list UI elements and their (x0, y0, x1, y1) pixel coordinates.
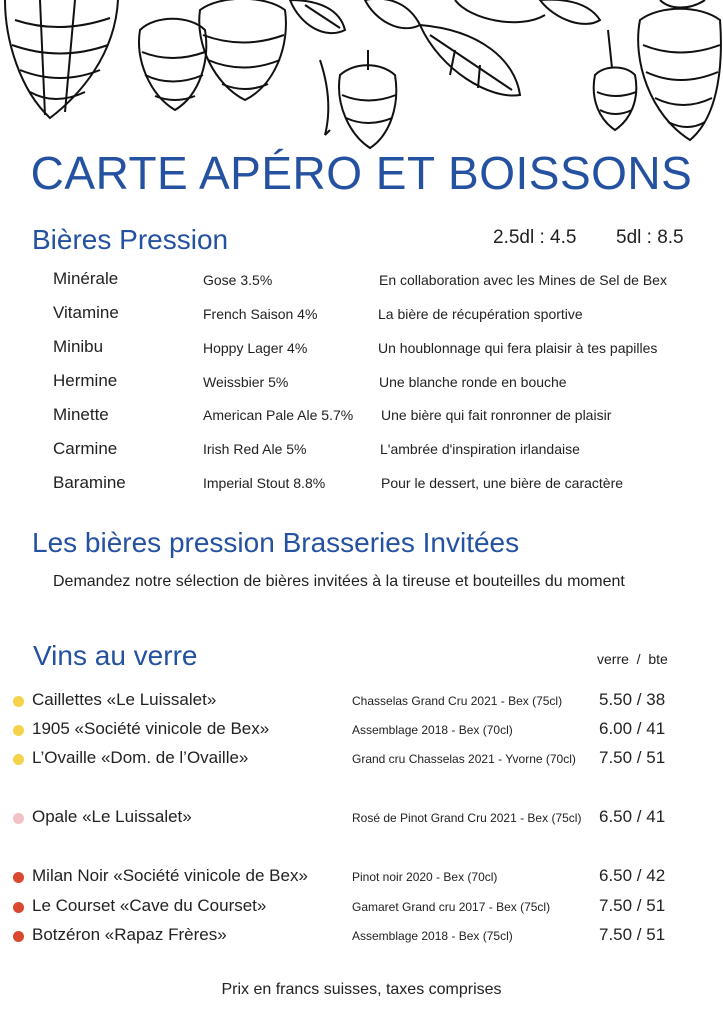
red-wine-dot (13, 931, 24, 942)
wine-name: Caillettes «Le Luissalet» (32, 690, 217, 709)
beer-style: French Saison 4% (203, 306, 318, 322)
page-title: CARTE APÉRO ET BOISSONS (30, 147, 693, 199)
wine-price: 7.50 / 51 (599, 925, 666, 944)
wine-name: L’Ovaille «Dom. de l’Ovaille» (32, 748, 249, 767)
beer-name: Minette (53, 405, 109, 424)
beer-price-small: 2.5dl : 4.5 (493, 227, 577, 248)
wine-price: 6.50 / 42 (599, 866, 666, 885)
beer-description: La bière de récupération sportive (378, 306, 583, 322)
wine-price: 7.50 / 51 (599, 748, 666, 767)
red-wine-dot (13, 902, 24, 913)
beer-description: Une blanche ronde en bouche (379, 374, 567, 390)
wine-name: Opale «Le Luissalet» (32, 807, 192, 826)
beer-description: Pour le dessert, une bière de caractère (381, 475, 624, 491)
wine-description: Gamaret Grand cru 2017 - Bex (75cl) (352, 900, 551, 914)
hops-illustration (0, 0, 723, 150)
beer-price-large: 5dl : 8.5 (616, 227, 684, 248)
beer-name: Carmine (53, 439, 118, 458)
wine-price: 6.00 / 41 (599, 719, 666, 738)
beer-style: American Pale Ale 5.7% (203, 407, 354, 423)
wine-description: Assemblage 2018 - Bex (75cl) (352, 929, 513, 943)
beer-style: Weissbier 5% (203, 374, 289, 390)
wine-description: Pinot noir 2020 - Bex (70cl) (352, 870, 498, 884)
guest-beers-text: Demandez notre sélection de bières invitées à la tireuse et bouteilles du moment (53, 573, 625, 590)
beer-name: Vitamine (53, 303, 119, 322)
beer-description: Une bière qui fait ronronner de plaisir (381, 407, 612, 423)
beer-name: Minibu (53, 337, 104, 356)
wine-name: 1905 «Société vinicole de Bex» (32, 719, 270, 738)
wine-name: Le Courset «Cave du Courset» (32, 896, 267, 915)
beer-name: Hermine (53, 371, 118, 390)
wines-heading: Vins au verre (33, 640, 198, 671)
wine-description: Assemblage 2018 - Bex (70cl) (352, 723, 513, 737)
beer-description: L'ambrée d'inspiration irlandaise (380, 441, 580, 457)
wine-price-header: verre / bte (597, 651, 668, 667)
wine-name: Milan Noir «Société vinicole de Bex» (32, 866, 308, 885)
wine-price: 7.50 / 51 (599, 896, 666, 915)
wine-name: Botzéron «Rapaz Frères» (32, 925, 227, 944)
white-wine-dot (13, 696, 24, 707)
guest-beers-heading: Les bières pression Brasseries Invitées (32, 527, 520, 558)
beer-style: Gose 3.5% (203, 272, 273, 288)
beer-description: En collaboration avec les Mines de Sel de Bex (379, 272, 667, 288)
footer-note: Prix en francs suisses, taxes comprises (221, 981, 502, 998)
beer-name: Minérale (53, 269, 119, 288)
beers-heading: Bières Pression (32, 224, 229, 255)
wine-description: Chasselas Grand Cru 2021 - Bex (75cl) (352, 694, 563, 708)
beer-style: Hoppy Lager 4% (203, 340, 308, 356)
wine-price: 5.50 / 38 (599, 690, 666, 709)
beer-style: Irish Red Ale 5% (203, 441, 307, 457)
white-wine-dot (13, 754, 24, 765)
beer-description: Un houblonnage qui fera plaisir à tes papilles (378, 340, 658, 356)
wine-price: 6.50 / 41 (599, 807, 666, 826)
wine-description: Grand cru Chasselas 2021 - Yvorne (70cl) (352, 752, 576, 766)
white-wine-dot (13, 725, 24, 736)
beer-style: Imperial Stout 8.8% (203, 475, 326, 491)
rose-wine-dot (13, 813, 24, 824)
wine-description: Rosé de Pinot Grand Cru 2021 - Bex (75cl) (352, 811, 582, 825)
red-wine-dot (13, 872, 24, 883)
beer-name: Baramine (53, 473, 126, 492)
